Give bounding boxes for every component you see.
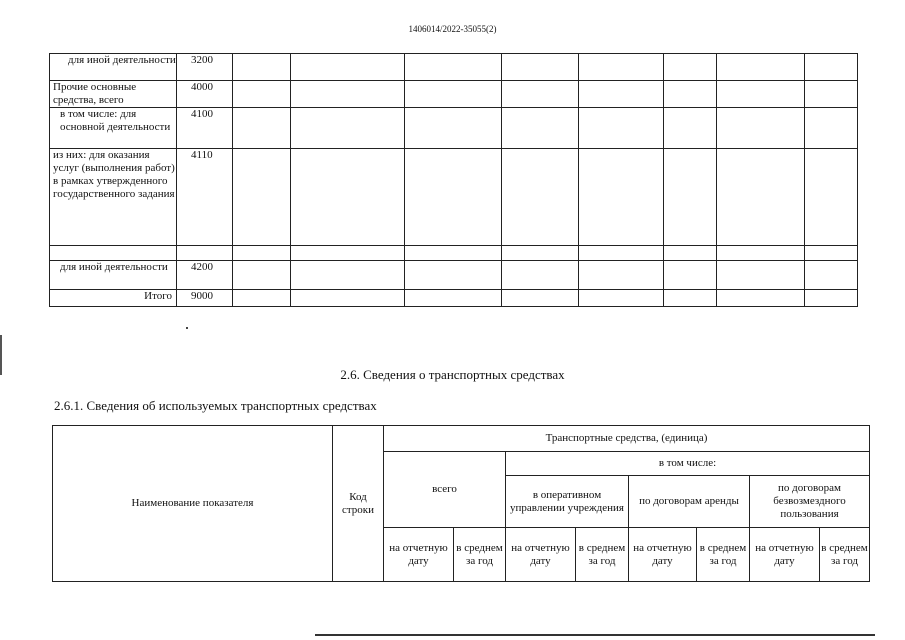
reporting-date-header: на отчетную дату xyxy=(629,528,697,582)
annual-average-header: в среднем за год xyxy=(576,528,629,582)
section-title: 2.6. Сведения о транспортных средствах xyxy=(340,367,565,382)
table-row xyxy=(50,149,858,246)
document-id: 1406014/2022-35055(2) xyxy=(408,24,497,34)
row-code: 4000 xyxy=(177,81,233,108)
total-header: всего xyxy=(384,452,506,528)
annual-average-header: в среднем за год xyxy=(697,528,750,582)
table-row xyxy=(50,81,858,108)
including-header: в том числе: xyxy=(506,452,870,476)
row-name: в том числе: для основной деятельности xyxy=(50,108,177,149)
group-header: Транспортные средства, (единица) xyxy=(384,426,870,452)
table-row-total xyxy=(50,290,858,307)
transport-table xyxy=(52,425,870,582)
fixed-assets-table xyxy=(49,53,858,307)
row-code: 3200 xyxy=(177,54,233,81)
row-code xyxy=(177,246,233,261)
lease-header: по договорам аренды xyxy=(629,476,750,528)
section-subtitle: 2.6.1. Сведения об используемых транспортных средствах xyxy=(54,398,377,413)
table-row xyxy=(50,246,858,261)
table-row xyxy=(50,108,858,149)
annual-average-header: в среднем за год xyxy=(820,528,870,582)
reporting-date-header: на отчетную дату xyxy=(750,528,820,582)
name-header: Наименование показателя xyxy=(53,426,333,582)
row-name: для иной деятельности xyxy=(50,54,177,81)
reporting-date-header: на отчетную дату xyxy=(506,528,576,582)
row-code: 9000 xyxy=(177,290,233,307)
table-row xyxy=(50,261,858,290)
row-name: Прочие основные средства, всего xyxy=(50,81,177,108)
annual-average-header: в среднем за год xyxy=(454,528,506,582)
row-code: 4200 xyxy=(177,261,233,290)
row-code: 4110 xyxy=(177,149,233,246)
page-edge-line xyxy=(315,634,875,636)
scan-dot xyxy=(186,327,188,329)
row-name: Итого xyxy=(50,290,177,307)
free-use-header: по договорам безвозмездного пользования xyxy=(750,476,870,528)
code-header: Код строки xyxy=(333,426,384,582)
operational-management-header: в оперативном управлении учреждения xyxy=(506,476,629,528)
row-name xyxy=(50,246,177,261)
reporting-date-header: на отчетную дату xyxy=(384,528,454,582)
row-name: из них: для оказания услуг (выполнения работ) в рамках утвержденного государственного задания xyxy=(50,149,177,246)
row-name: для иной деятельности xyxy=(50,261,177,290)
table-row xyxy=(50,54,858,81)
row-code: 4100 xyxy=(177,108,233,149)
